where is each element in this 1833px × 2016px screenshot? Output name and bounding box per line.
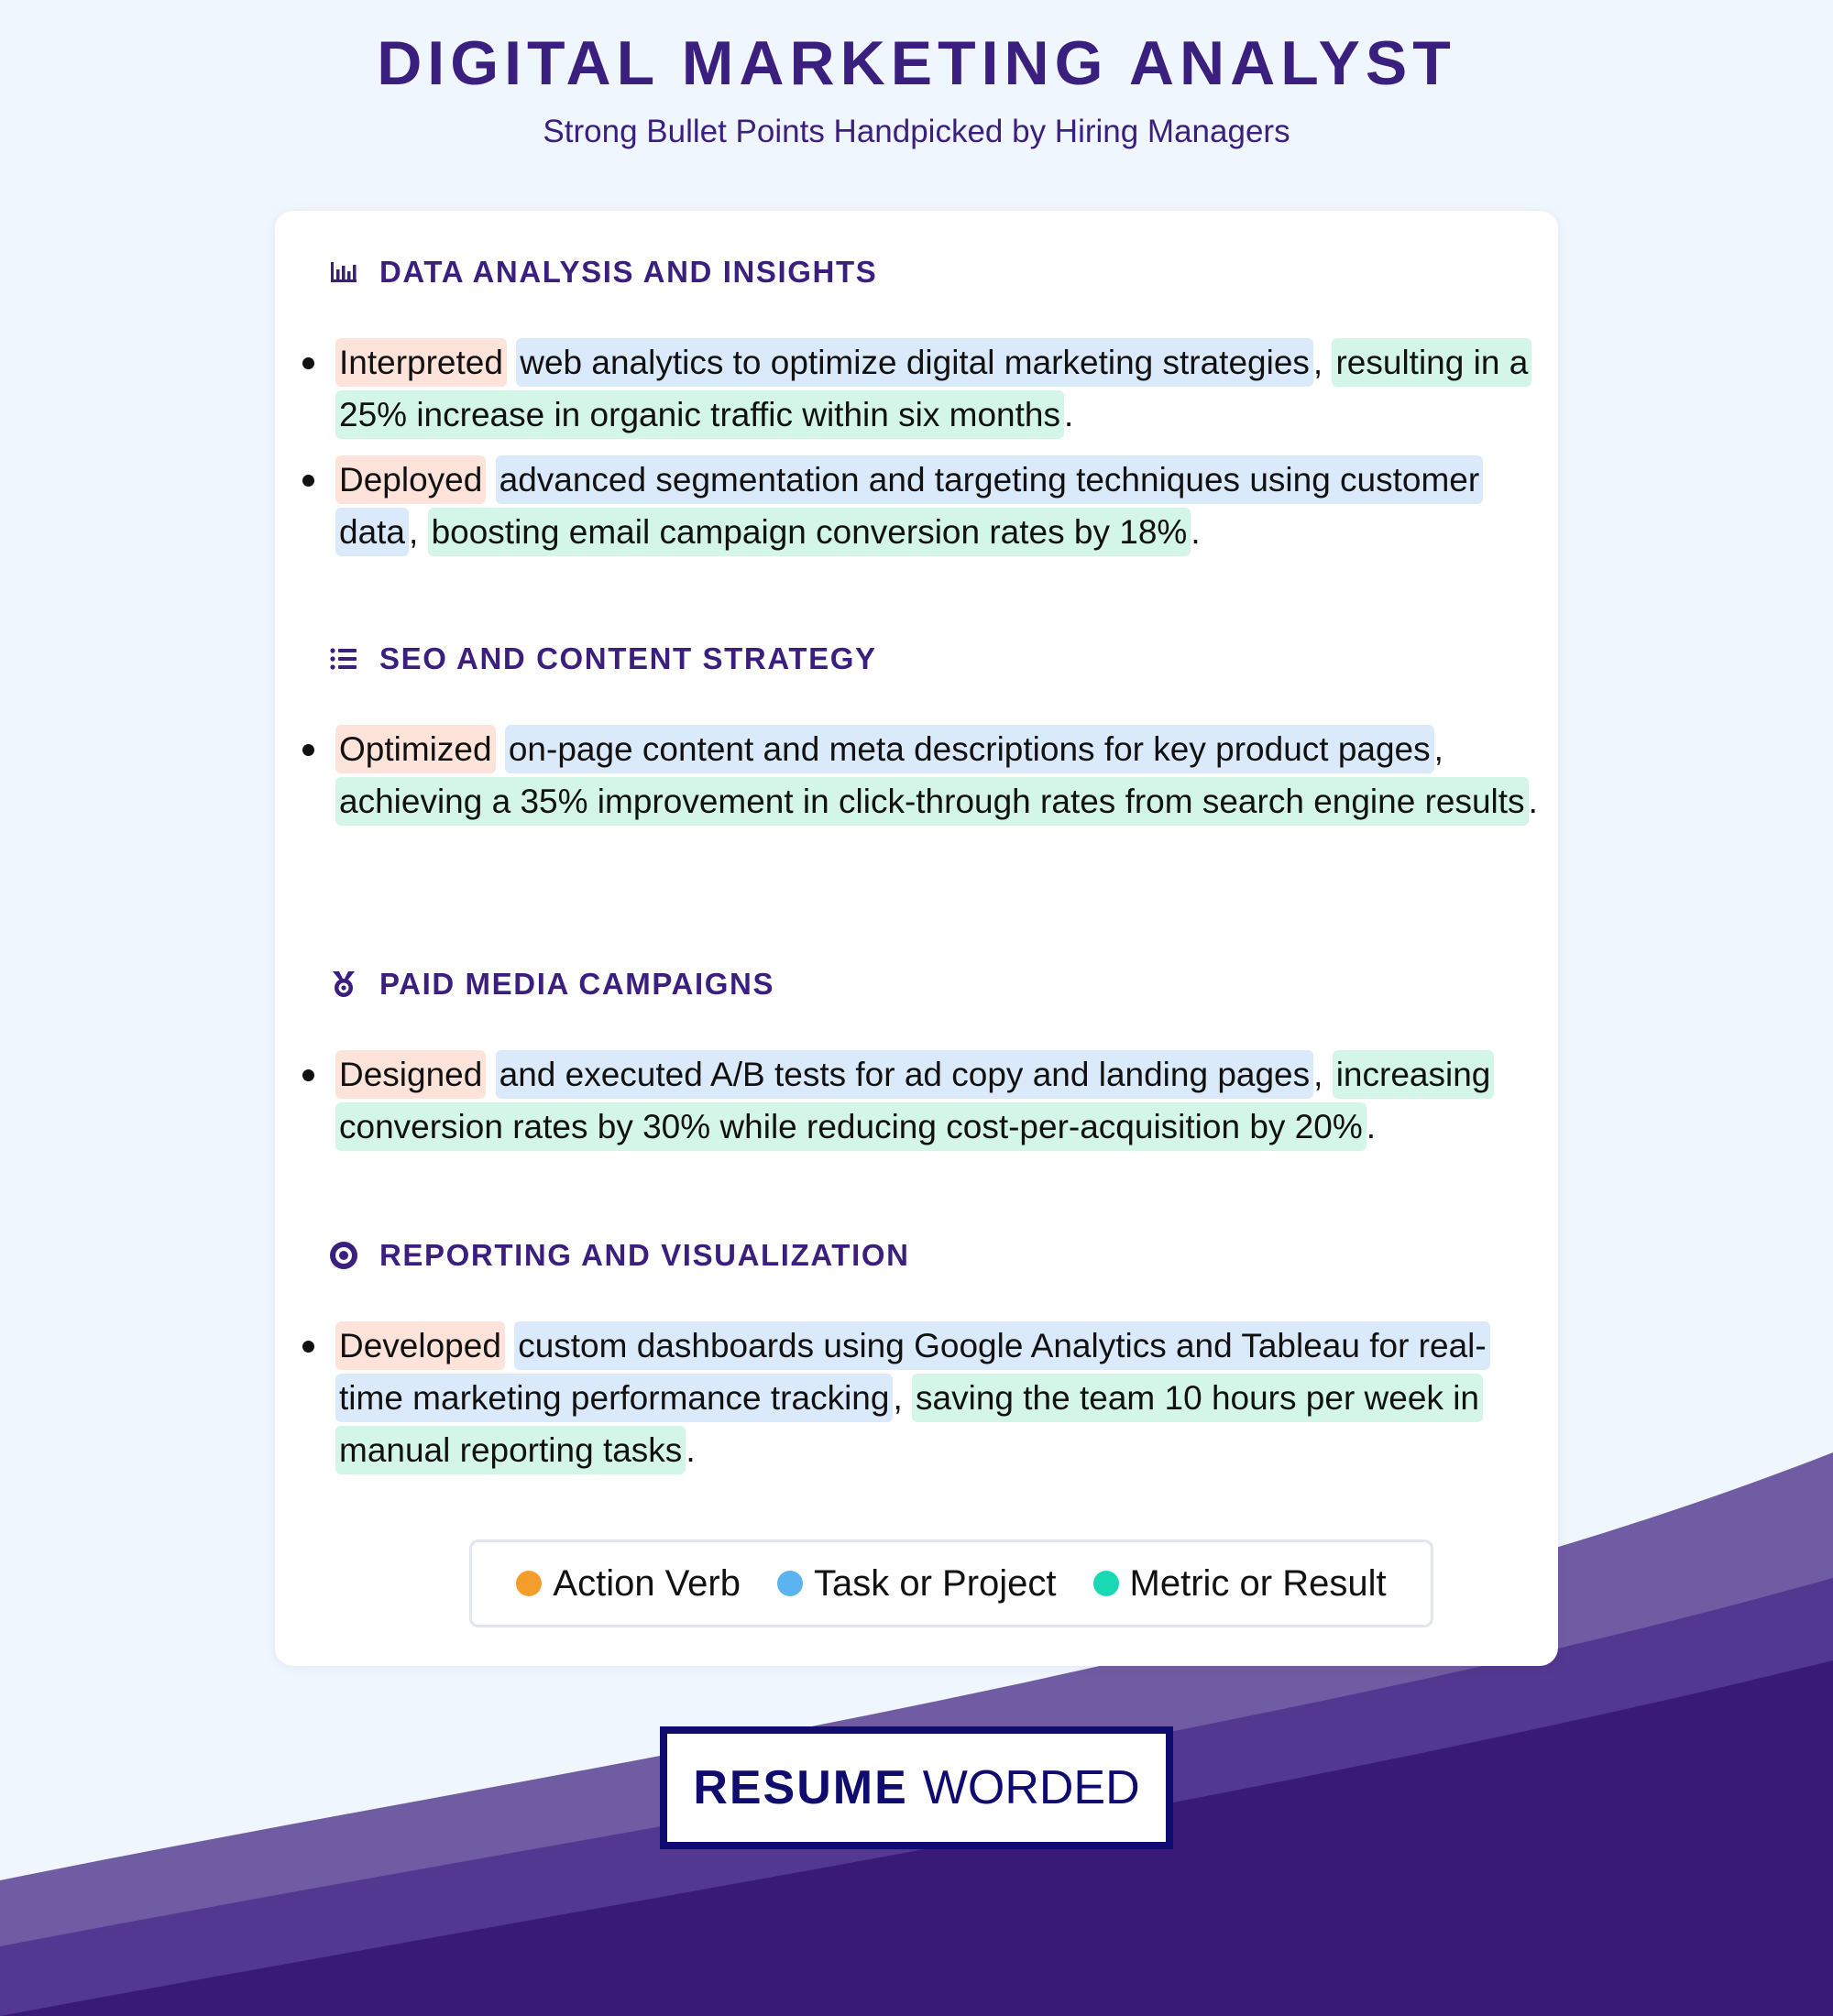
legend-item-task (777, 1563, 1057, 1605)
terminal-punctuation: . (1366, 1108, 1377, 1145)
task-phrase: and executed A/B tests for ad copy and landing pages (496, 1050, 1314, 1099)
legend-label: Action Verb (553, 1562, 741, 1604)
task-phrase: advanced segmentation and targeting techniques using customer data (335, 455, 1483, 556)
bullet-dot (302, 1069, 314, 1081)
section-header (328, 254, 877, 290)
bullet-dot (302, 475, 314, 487)
metric-phrase: achieving a 35% improvement in click-through rates from search engine results (335, 777, 1529, 826)
legend-item-action-verb (516, 1563, 741, 1605)
action-verb: Designed (335, 1050, 486, 1099)
bullet-list (275, 723, 1558, 840)
action-verb: Deployed (335, 455, 486, 504)
bullet-item (275, 723, 1558, 827)
action-verb: Developed (335, 1321, 505, 1370)
separator (496, 730, 505, 768)
bullet-dot (302, 357, 314, 369)
highlight-legend (469, 1539, 1433, 1627)
legend-dot-teal (1093, 1571, 1119, 1596)
bullet-list (275, 336, 1558, 571)
separator (507, 344, 516, 381)
action-verb: Interpreted (335, 338, 507, 387)
bullet-list (275, 1048, 1558, 1166)
terminal-punctuation: . (1063, 396, 1074, 433)
bullet-points-card (275, 211, 1558, 1666)
terminal-punctuation: . (686, 1431, 696, 1469)
bullet-dot (302, 1341, 314, 1353)
task-phrase: on-page content and meta descriptions for key product pages (505, 725, 1434, 773)
list-icon (328, 643, 359, 674)
section-title: REPORTING AND VISUALIZATION (379, 1238, 910, 1272)
bullet-item (275, 1320, 1558, 1476)
bullet-item (275, 336, 1558, 441)
section-header (328, 966, 774, 1003)
logo-bold-text: RESUME (693, 1761, 908, 1814)
separator (505, 1327, 514, 1364)
action-verb: Optimized (335, 725, 496, 773)
separator: , (1313, 1056, 1333, 1093)
legend-item-metric (1093, 1563, 1387, 1605)
terminal-punctuation: . (1191, 513, 1201, 551)
resume-worded-logo[interactable] (660, 1726, 1173, 1849)
legend-dot-orange (516, 1571, 542, 1596)
section-header (328, 1237, 910, 1274)
metric-phrase: increasing conversion rates by 30% while reducing cost-per-acquisition by 20% (335, 1050, 1494, 1151)
separator (486, 461, 495, 499)
logo-regular-text: WORDED (922, 1761, 1140, 1814)
metric-phrase: resulting in a 25% increase in organic traffic within six months (335, 338, 1531, 439)
separator: , (409, 513, 428, 551)
metric-phrase: saving the team 10 hours per week in manual reporting tasks (335, 1374, 1483, 1474)
section-title: PAID MEDIA CAMPAIGNS (379, 967, 775, 1001)
separator (486, 1056, 495, 1093)
separator: , (1312, 344, 1333, 381)
legend-dot-blue (777, 1571, 803, 1596)
target-icon (328, 1240, 359, 1271)
medal-icon (328, 969, 359, 1000)
legend-label: Task or Project (813, 1562, 1057, 1604)
bullet-item (275, 454, 1558, 558)
section-title: SEO AND CONTENT STRATEGY (379, 641, 877, 675)
separator: , (1433, 730, 1443, 768)
separator: , (893, 1379, 913, 1417)
section-title: DATA ANALYSIS AND INSIGHTS (379, 255, 878, 289)
bullet-dot (302, 744, 314, 756)
metric-phrase: boosting email campaign conversion rates by 18% (428, 508, 1191, 556)
terminal-punctuation: . (1528, 783, 1538, 820)
page-title: DIGITAL MARKETING ANALYST (377, 28, 1456, 98)
legend-label: Metric or Result (1129, 1562, 1387, 1604)
section-header (328, 641, 877, 677)
bullet-list (275, 1320, 1558, 1489)
task-phrase: custom dashboards using Google Analytics and Tableau for real-time marketing performance tracking (335, 1321, 1490, 1422)
task-phrase: web analytics to optimize digital marketing strategies (516, 338, 1313, 387)
bullet-item (275, 1048, 1558, 1153)
page-subtitle: Strong Bullet Points Handpicked by Hiring Managers (543, 114, 1290, 149)
bar-chart-icon (328, 257, 359, 288)
